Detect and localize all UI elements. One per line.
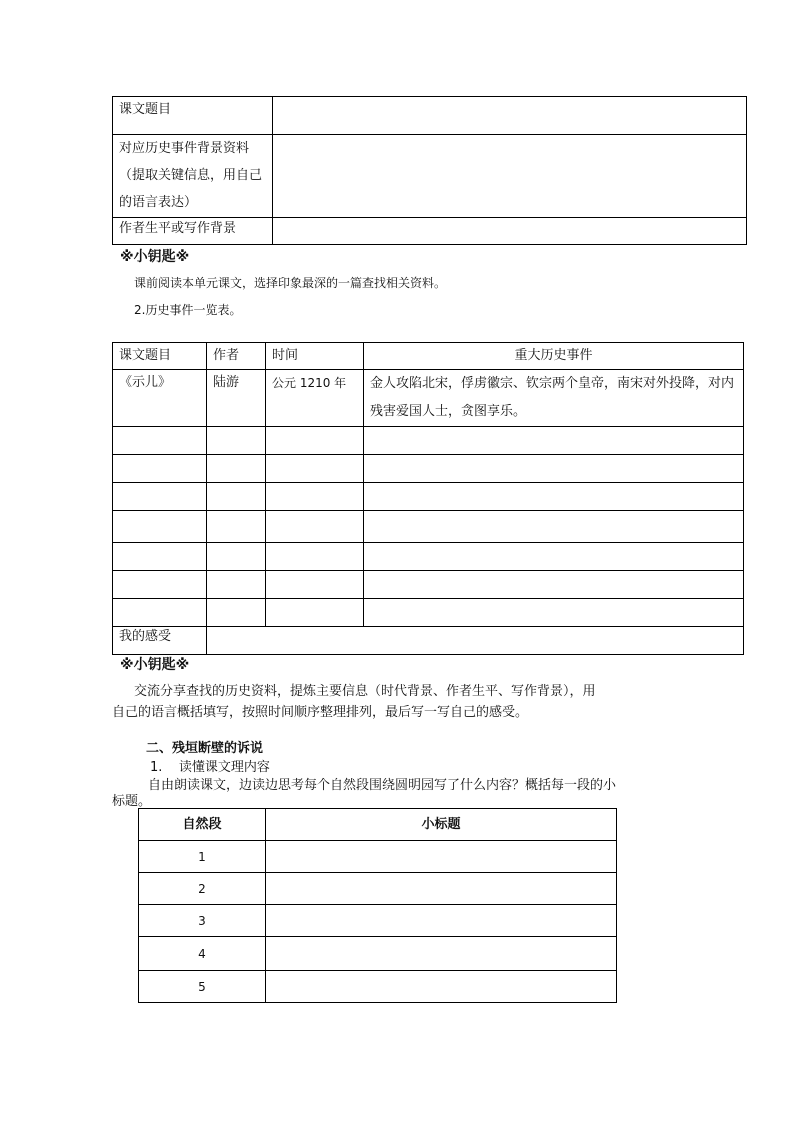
paragraph-number: 3 (139, 905, 266, 937)
history-background-label (113, 135, 273, 218)
key-title-2: ※小钥匙※ (120, 657, 190, 673)
key-text-1: 课前阅读本单元课文，选择印象最深的一篇查找相关资料。 (134, 276, 447, 290)
part2-instruction-line2: 标题。 (112, 794, 152, 809)
paragraph-number: 5 (139, 971, 266, 1003)
paragraph-number: 4 (139, 937, 266, 971)
table-row (113, 511, 744, 543)
header-event: 重大历史事件 (364, 343, 744, 370)
key-title-1: ※小钥匙※ (120, 249, 190, 265)
row1-title: 《示儿》 (113, 370, 207, 427)
history-background-cell[interactable] (273, 135, 747, 218)
history-background-text: 对应历史事件背景资料（提取关键信息，用自己的语言表达） (119, 141, 263, 210)
part2-item1: 1. 读懂课文理内容 (150, 760, 270, 775)
section-2-label: 2.历史事件一览表。 (134, 303, 242, 317)
part2-heading: 二、残垣断壁的诉说 (146, 741, 264, 756)
header-lesson-title: 课文题目 (113, 343, 207, 370)
row1-event: 金人攻陷北宋，俘虏徽宗、钦宗两个皇帝，南宋对外投降，对内残害爱国人士，贪图享乐。 (364, 370, 744, 427)
subtitle-cell[interactable] (266, 971, 617, 1003)
author-bio-cell[interactable] (273, 218, 747, 245)
header-author: 作者 (207, 343, 266, 370)
subtitle-cell[interactable] (266, 841, 617, 873)
lesson-title-cell[interactable] (273, 97, 747, 135)
paragraph-number: 1 (139, 841, 266, 873)
author-bio-label: 作者生平或写作背景 (113, 218, 273, 245)
background-info-table (112, 96, 747, 245)
subtitle-cell[interactable] (266, 937, 617, 971)
paragraph-number: 2 (139, 873, 266, 905)
table-row (113, 483, 744, 511)
table-row (113, 543, 744, 571)
table-row (113, 455, 744, 483)
row1-time: 公元 1210 年 (266, 370, 364, 427)
table-row (113, 571, 744, 599)
feeling-cell[interactable] (207, 627, 744, 655)
feeling-label: 我的感受 (113, 627, 207, 655)
subtitle-cell[interactable] (266, 873, 617, 905)
paragraph-title-table (138, 808, 617, 1003)
table-row (113, 427, 744, 455)
lesson-title-label: 课文题目 (113, 97, 273, 135)
part2-instruction-line1: 自由朗读课文，边读边思考每个自然段围绕圆明园写了什么内容？概括每一段的小 (148, 778, 617, 793)
key-text-2-line1: 交流分享查找的历史资料，提炼主要信息（时代背景、作者生平、写作背景），用 (134, 684, 596, 699)
history-events-table (112, 342, 744, 655)
header-paragraph: 自然段 (139, 809, 266, 841)
key-text-2-line2: 自己的语言概括填写，按照时间顺序整理排列，最后写一写自己的感受。 (112, 705, 529, 720)
table-row (113, 599, 744, 627)
header-subtitle: 小标题 (266, 809, 617, 841)
row1-author: 陆游 (207, 370, 266, 427)
header-time: 时间 (266, 343, 364, 370)
subtitle-cell[interactable] (266, 905, 617, 937)
